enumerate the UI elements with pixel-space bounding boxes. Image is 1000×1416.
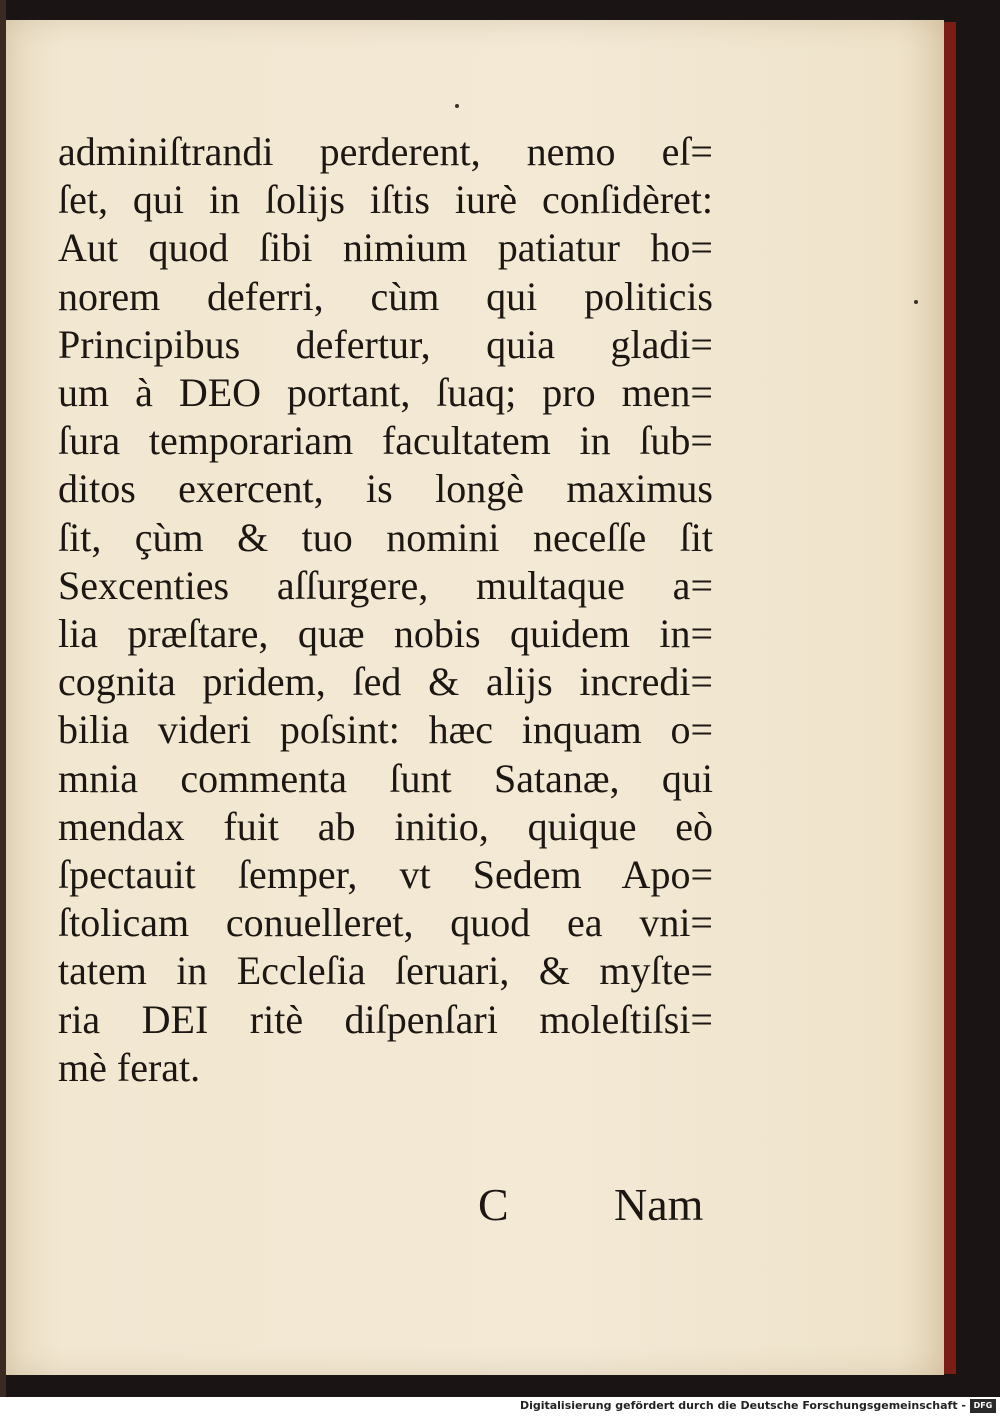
catchword: Nam: [614, 1179, 704, 1230]
text-line: ſura temporariam facultatem in ſub=: [58, 418, 713, 464]
text-line: um à DEO portant, ſuaq; pro men=: [58, 370, 713, 416]
text-line: norem deferri, cùm qui politicis: [58, 273, 713, 319]
text-line: ria DEI ritè diſpenſari moleſtiſsi=: [58, 996, 713, 1042]
text-line: mnia commenta ſunt Satanæ, qui: [58, 755, 713, 801]
footer-credit: Digitalisierung gefördert durch die Deutsche Forschungsgemeinschaft -: [519, 1399, 966, 1412]
text-line: cognita pridem, ſed & alijs incredi=: [58, 659, 713, 705]
text-line: mè ferat.: [58, 1044, 201, 1090]
text-line: Aut quod ſibi nimium patiatur ho=: [58, 225, 713, 271]
text-line: ſit, çùm & tuo nomini neceſſe ſit: [58, 514, 713, 560]
page-edge: [944, 22, 956, 1374]
text-line: Sexcenties aſſurgere, multaque a=: [58, 562, 713, 608]
text-line: ditos exercent, is longè maximus: [58, 466, 713, 512]
footer-bar: [0, 1397, 1000, 1416]
text-line: adminiſtrandi perderent, nemo eſ=: [58, 129, 713, 174]
signature-mark: C: [478, 1179, 509, 1230]
ink-speck: [914, 300, 918, 304]
dfg-logo-icon: DFG: [970, 1399, 996, 1413]
text-line: Principibus defertur, quia gladi=: [58, 321, 713, 367]
text-line: ſtolicam conuelleret, quod ea vni=: [58, 900, 713, 946]
text-line: mendax fuit ab initio, quique eò: [58, 803, 713, 849]
text-line: ſet, qui in ſolijs iſtis iurè conſidèret:: [58, 177, 713, 223]
ink-speck: [455, 104, 459, 108]
text-line: bilia videri poſsint: hæc inquam o=: [58, 707, 713, 753]
text-line: ſpectauit ſemper, vt Sedem Apo=: [58, 852, 713, 898]
text-line: tatem in Eccleſia ſeruari, & myſte=: [58, 948, 713, 994]
page-text: [58, 128, 713, 1092]
text-line: lia præſtare, quæ nobis quidem in=: [58, 611, 713, 657]
